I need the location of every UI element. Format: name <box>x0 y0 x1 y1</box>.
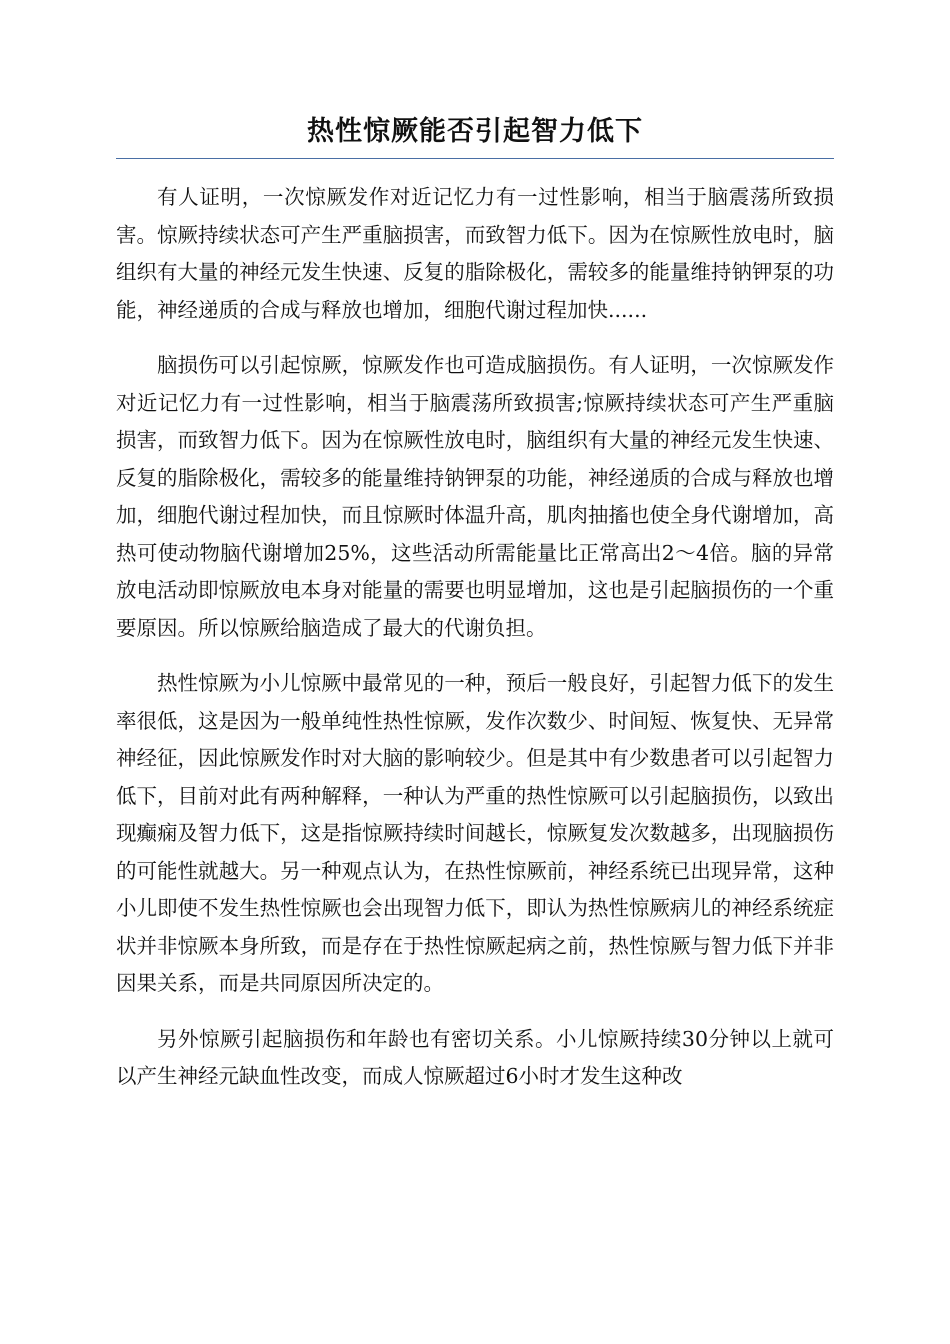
paragraph-1: 有人证明，一次惊厥发作对近记忆力有一过性影响，相当于脑震荡所致损害。惊厥持续状态可产生严重脑损害，而致智力低下。因为在惊厥性放电时，脑组织有大量的神经元发生快速、反复的脂除极化，需较多的能量维持钠钾泵的功能，神经递质的合成与释放也增加，细胞代谢过程加快...... <box>116 185 834 322</box>
page-title: 热性惊厥能否引起智力低下 <box>116 112 834 159</box>
document-body <box>116 179 834 1096</box>
paragraph-2: 脑损伤可以引起惊厥，惊厥发作也可造成脑损伤。有人证明，一次惊厥发作对近记忆力有一过性影响，相当于脑震荡所致损害;惊厥持续状态可产生严重脑损害，而致智力低下。因为在惊厥性放电时，脑组织有大量的神经元发生快速、反复的脂除极化，需较多的能量维持钠钾泵的功能，神经递质的合成与释放也增加，细胞代谢过程加快，而且惊厥时体温升高，肌肉抽搐也使全身代谢增加，高热可使动物脑代谢增加25%，这些活动所需能量比正常高出2～4倍。脑的异常放电活动即惊厥放电本身对能量的需要也明显增加，这也是引起脑损伤的一个重要原因。所以惊厥给脑造成了最大的代谢负担。 <box>116 353 834 640</box>
paragraph-3: 热性惊厥为小儿惊厥中最常见的一种，预后一般良好，引起智力低下的发生率很低，这是因为一般单纯性热性惊厥，发作次数少、时间短、恢复快、无异常神经征，因此惊厥发作时对大脑的影响较少。但是其中有少数患者可以引起智力低下，目前对此有两种解释，一种认为严重的热性惊厥可以引起脑损伤，以致出现癫痫及智力低下，这是指惊厥持续时间越长，惊厥复发次数越多，出现脑损伤的可能性就越大。另一种观点认为，在热性惊厥前，神经系统已出现异常，这种小儿即使不发生热性惊厥也会出现智力低下，即认为热性惊厥病儿的神经系统症状并非惊厥本身所致，而是存在于热性惊厥起病之前，热性惊厥与智力低下并非因果关系，而是共同原因所决定的。 <box>116 671 834 995</box>
paragraph-4: 另外惊厥引起脑损伤和年龄也有密切关系。小儿惊厥持续30分钟以上就可以产生神经元缺血性改变，而成人惊厥超过6小时才发生这种改 <box>116 1026 834 1088</box>
document-page <box>116 100 834 1114</box>
